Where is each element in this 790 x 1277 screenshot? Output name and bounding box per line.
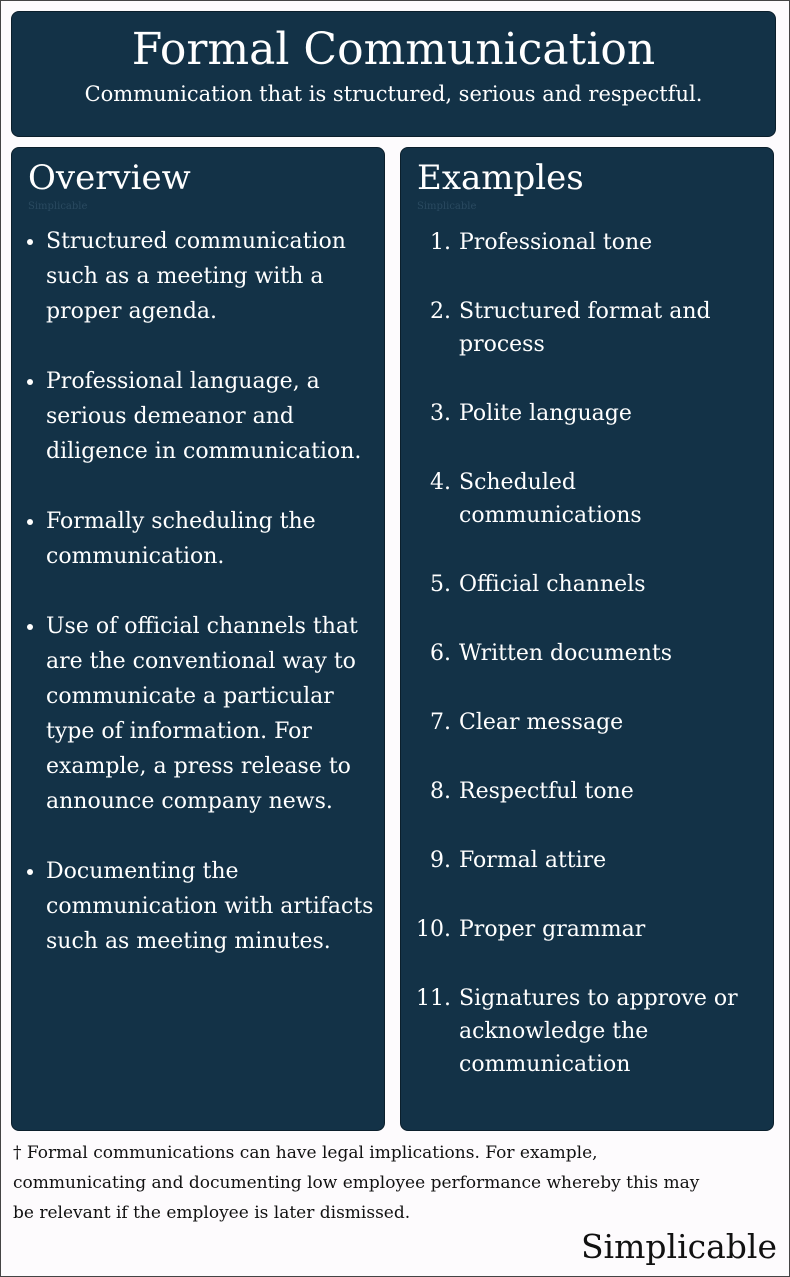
item-text: Professional tone [459,230,653,255]
item-text: Respectful tone [459,779,634,804]
list-item [401,706,763,739]
item-text: Written documents [459,641,673,666]
item-number: 10. [416,917,451,942]
item-text: Signatures to approve or acknowledge the communication [459,986,738,1077]
list-item: • Documenting the communication with artifacts such as meeting minutes. [46,854,374,959]
list-item [401,844,763,877]
item-number: 7. [430,710,451,735]
item-number: 6. [430,641,451,666]
list-item: • Use of official channels that are the conventional way to communicate a particular type of information. For example, a press release to announce company news. [46,609,374,819]
examples-panel [400,147,774,1131]
list-item [401,568,763,601]
list-item [401,913,763,946]
list-item [401,637,763,670]
item-text: Official channels [459,572,646,597]
item-text: Proper grammar [459,917,646,942]
page-subtitle: Communication that is structured, serious and respectful. [84,82,703,106]
item-text: Structured format and process [459,299,711,357]
list-item [401,466,763,532]
list-item [401,397,763,430]
overview-list [12,224,384,959]
list-item [401,982,763,1081]
page-title: Formal Communication [131,24,656,75]
brand-logo: Simplicable [580,1227,777,1266]
item-text: Polite language [459,401,632,426]
item-number: 9. [430,848,451,873]
item-number: 4. [430,470,451,495]
list-item: • Formally scheduling the communication. [46,504,374,574]
item-number: 11. [416,986,451,1011]
header [11,11,776,137]
item-text: Scheduled communications [459,470,642,528]
watermark: Simplicable [417,201,477,212]
item-text: Formal attire [459,848,607,873]
list-item [401,226,763,259]
list-item: • Structured communication such as a meeting with a proper agenda. [46,224,374,329]
item-number: 5. [430,572,451,597]
examples-title: Examples [417,158,584,198]
list-item [401,295,763,361]
item-number: 8. [430,779,451,804]
watermark: Simplicable [28,201,88,212]
item-number: 2. [430,299,451,324]
list-item: • Professional language, a serious demeanor and diligence in communication. [46,364,374,469]
footnote: † Formal communications can have legal implications. For example, communicating and documenting low employee performance whereby this may be relevant if the employee is later dismissed. [13,1143,700,1223]
item-number: 3. [430,401,451,426]
item-number: 1. [430,230,451,255]
list-item [401,775,763,808]
overview-panel [11,147,385,1131]
examples-list [401,226,773,1081]
overview-title: Overview [28,158,191,198]
item-text: Clear message [459,710,624,735]
